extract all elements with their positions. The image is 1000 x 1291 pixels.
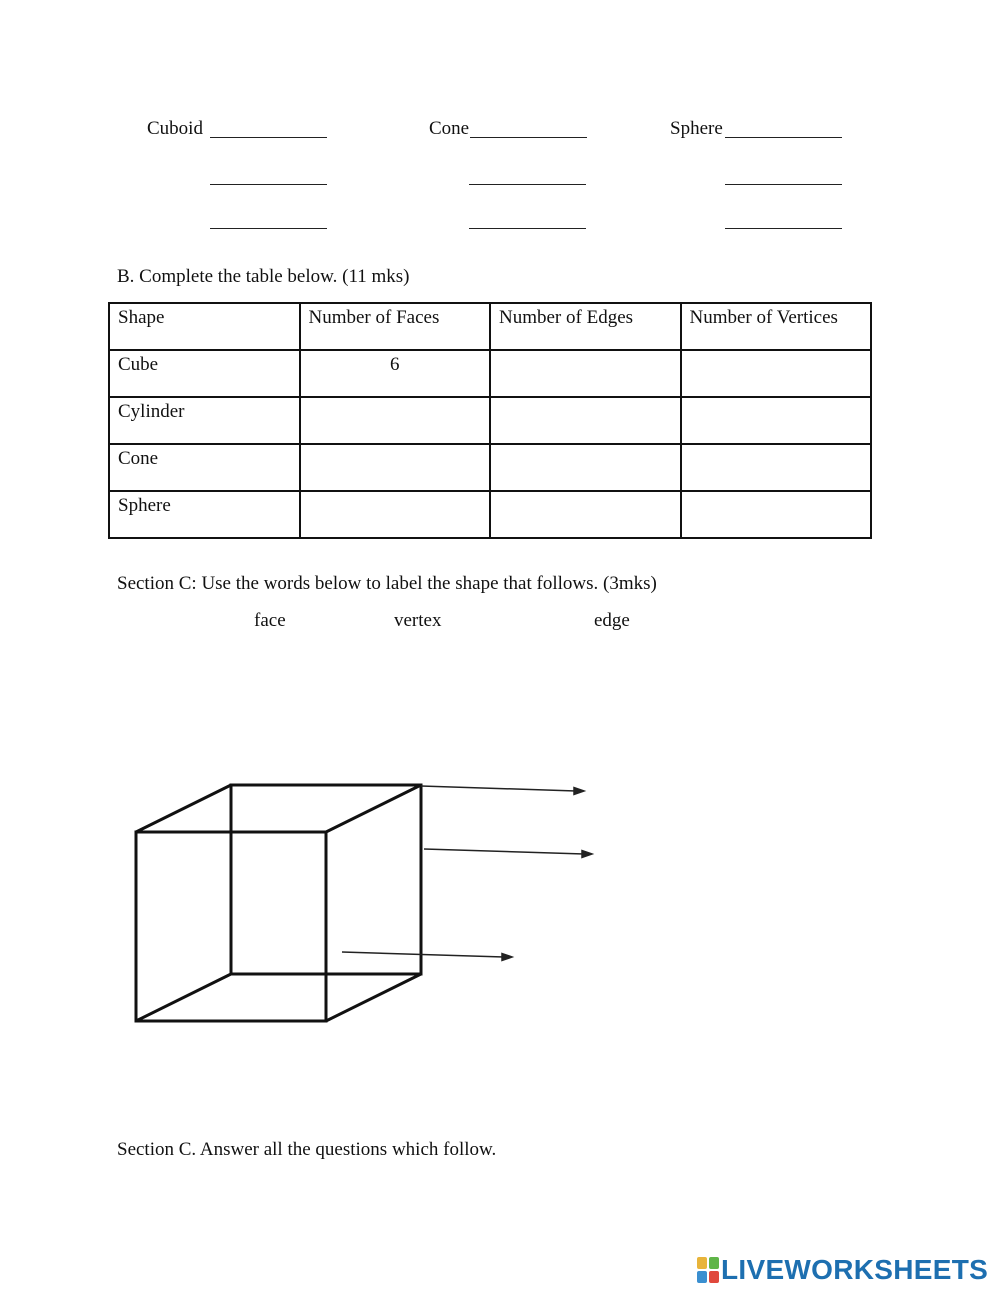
section-c-questions-heading: Section C. Answer all the questions which follow. [117, 1139, 497, 1160]
cell-shape: Cone [109, 444, 300, 491]
header-faces: Number of Faces [300, 303, 491, 350]
section-c-label-heading: Section C: Use the words below to label the shape that follows. (3mks) [117, 573, 657, 594]
part-b-heading: B. Complete the table below. (11 mks) [117, 266, 410, 287]
label-sphere: Sphere [670, 118, 723, 139]
cube-edge [326, 785, 421, 832]
cell-faces: 6 [300, 350, 491, 397]
header-edges: Number of Edges [490, 303, 681, 350]
label-cuboid: Cuboid [147, 118, 203, 139]
arrowhead-icon [502, 954, 512, 961]
cell-shape: Cylinder [109, 397, 300, 444]
word-vertex[interactable]: vertex [394, 610, 442, 631]
label-arrow-2 [424, 849, 584, 854]
cube-edge [136, 974, 231, 1021]
arrowhead-icon [582, 851, 592, 858]
label-arrow-1 [421, 786, 576, 791]
cell-shape: Sphere [109, 491, 300, 538]
header-shape: Shape [109, 303, 300, 350]
label-arrow-3 [342, 952, 504, 957]
word-face[interactable]: face [254, 610, 286, 631]
label-cone: Cone [429, 118, 470, 139]
cube-edge [136, 785, 231, 832]
cube-edge [326, 974, 421, 1021]
word-edge[interactable]: edge [594, 610, 630, 631]
logo-blocks-icon [697, 1257, 719, 1283]
liveworksheets-logo [697, 1254, 988, 1286]
cell-shape: Cube [109, 350, 300, 397]
logo-text: LIVEWORKSHEETS [721, 1254, 989, 1285]
header-vertices: Number of Vertices [681, 303, 872, 350]
arrowhead-icon [574, 788, 584, 795]
